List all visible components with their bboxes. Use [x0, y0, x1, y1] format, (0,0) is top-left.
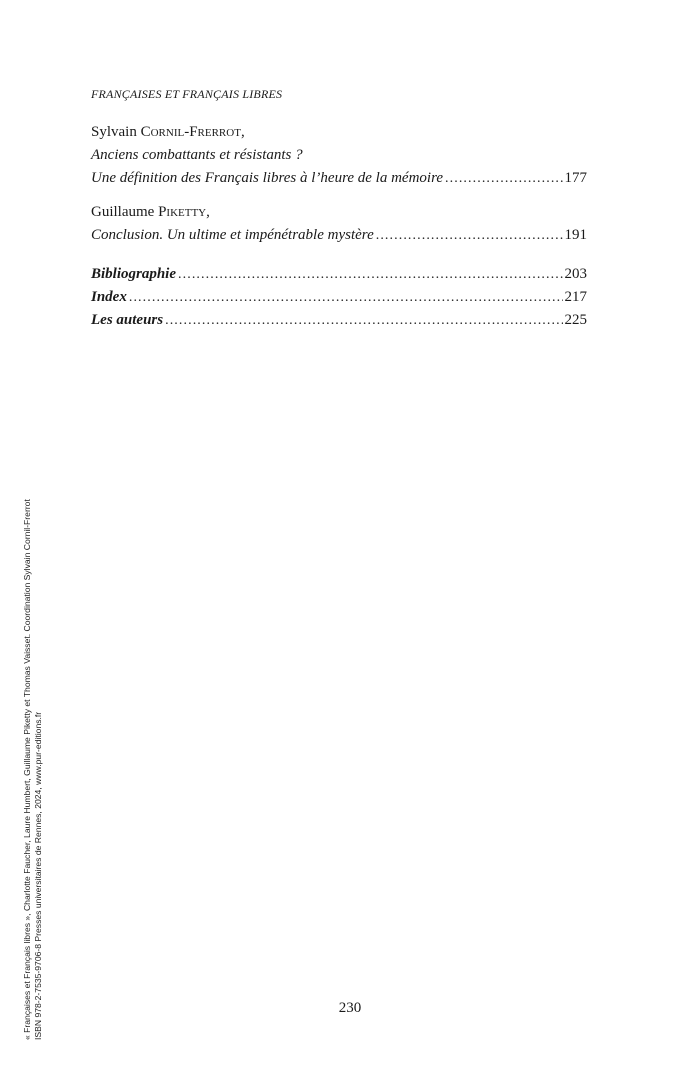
entry-page-number: 191 — [564, 227, 587, 243]
toc-entry-bibliographie[interactable] — [91, 263, 587, 286]
entry-title-line-1 — [91, 144, 587, 167]
author-suffix: , — [206, 204, 210, 220]
toc-entry-cornil-frerrot — [91, 120, 587, 190]
side-notice-line-1: « Françaises et Français libres », Charlotte Faucher, Laure Humbert, Guillaume Piketty et Thomas Vaisset. Coordination Sylvain Cornil-Frerrot — [22, 499, 32, 1040]
dot-leader — [178, 263, 562, 286]
entry-title-line-1[interactable] — [91, 224, 587, 247]
entry-page-number: 177 — [564, 170, 587, 186]
table-of-contents — [91, 120, 587, 332]
entry-author — [91, 120, 587, 144]
side-notice-line-2: ISBN 978-2-7535-9706-8 Presses universitaires de Rennes, 2024, www.pur-editions.fr — [33, 711, 43, 1040]
dot-leader — [376, 224, 563, 247]
entry-title-part-2: Une définition des Français libres à l’heure de la mémoire — [91, 170, 444, 186]
entry-page-number: 217 — [564, 289, 587, 305]
copyright-side-notice — [22, 499, 44, 1040]
author-first-name: Sylvain — [91, 124, 141, 140]
dot-leader — [445, 167, 562, 190]
dot-leader — [129, 286, 563, 309]
entry-title: Bibliographie — [91, 266, 177, 282]
toc-entry-piketty — [91, 200, 587, 247]
entry-title-part-1: Anciens combattants et résistants ? — [91, 147, 303, 163]
toc-entry-les-auteurs[interactable] — [91, 309, 587, 332]
author-suffix: , — [240, 124, 245, 140]
entry-title: Les auteurs — [91, 312, 164, 328]
entry-page-number: 203 — [564, 266, 587, 282]
toc-entry-index[interactable] — [91, 286, 587, 309]
entry-title: Index — [91, 289, 127, 305]
entry-title-line-2[interactable] — [91, 167, 587, 190]
running-head: FRANÇAISES ET FRANÇAIS LIBRES — [91, 87, 283, 101]
entry-title: Conclusion. Un ultime et impénétrable mystère — [91, 227, 374, 243]
page-number: 230 — [338, 1000, 362, 1016]
author-last-name: Cornil-Frerrot — [140, 124, 241, 140]
author-first-name: Guillaume — [91, 204, 159, 220]
dot-leader — [165, 309, 562, 332]
author-last-name: Piketty — [158, 204, 207, 220]
entry-page-number: 225 — [564, 312, 587, 328]
entry-author — [91, 200, 587, 224]
